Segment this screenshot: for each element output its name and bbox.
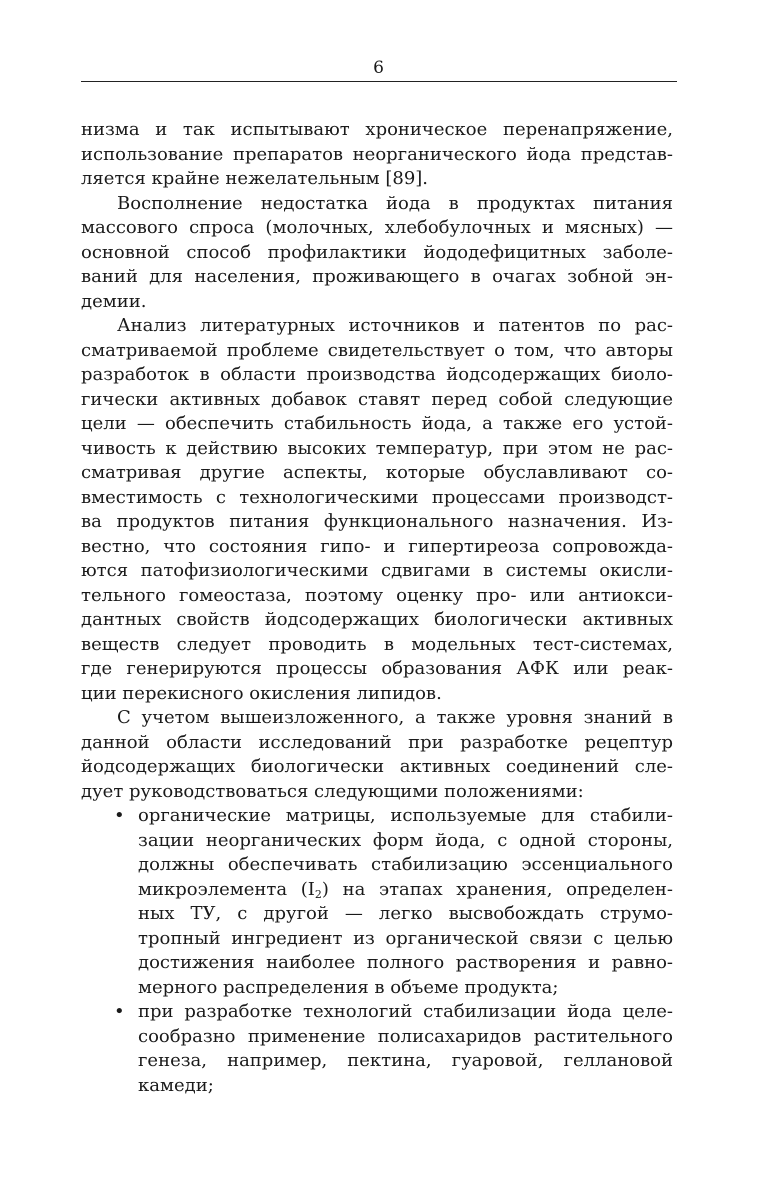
text-line: где генерируются процессы образования АФК или реак-	[81, 658, 673, 679]
text-line: гически активных добавок ставят перед собой следующие	[81, 388, 673, 410]
text-line: мерного распределения в объеме продукта;	[138, 976, 559, 998]
text-line: камеди;	[138, 1074, 214, 1096]
text-line: демии.	[81, 290, 147, 312]
text-line: органические матрицы, используемые для стабили-	[138, 805, 673, 826]
text-line: ных ТУ, с другой — легко высвобождать струмо-	[138, 903, 673, 924]
text-line: С учетом вышеизложенного, а также уровня знаний в	[117, 707, 673, 728]
text-line: тельного гомеостаза, поэтому оценку про- или антиокси-	[81, 584, 673, 606]
text-line: ются патофизиологическими сдвигами в системы окисли-	[81, 560, 673, 581]
paragraph	[81, 192, 673, 315]
text-line: чивость к действию высоких температур, при этом не рас-	[81, 437, 673, 459]
text-line: тропный ингредиент из органической связи с целью	[138, 927, 673, 949]
paragraph	[81, 706, 673, 804]
text-line: данной области исследований при разработке рецептур	[81, 731, 673, 753]
bullet-icon: •	[114, 1001, 125, 1022]
text-line: вместимость с технологическими процессами производст-	[81, 486, 673, 508]
text-line: основной способ профилактики йододефицитных заболе-	[81, 241, 673, 263]
page-body	[81, 118, 673, 1098]
text-line: использование препаратов неорганического йода представ-	[81, 143, 673, 165]
text-line	[81, 878, 673, 903]
text-line: сматриваемой проблеме свидетельствует о том, что авторы	[81, 339, 673, 361]
text-line: веществ следует проводить в модельных тест-системах,	[81, 633, 673, 655]
text-line: разработок в области производства йодсодержащих биоло-	[81, 364, 673, 385]
text-line: при разработке технологий стабилизации йода целе-	[138, 1001, 673, 1022]
bullet-icon: •	[114, 805, 125, 826]
text-line: йодсодержащих биологически активных соединений сле-	[81, 756, 673, 777]
text-line: дантных свойств йодсодержащих биологически активных	[81, 609, 673, 630]
text-line: цели — обеспечить стабильность йода, а также его устой-	[81, 413, 673, 434]
text-line: Восполнение недостатка йода в продуктах питания	[117, 192, 673, 214]
text-line: ва продуктов питания функционального назначения. Из-	[81, 511, 673, 532]
text-fragment: микроэлемента (I	[138, 878, 315, 900]
text-fragment: ) на этапах хранения, определен-	[321, 878, 673, 900]
bullet-item	[81, 1000, 673, 1098]
text-line: низма и так испытывают хроническое перенапряжение,	[81, 119, 673, 140]
text-line: ции перекисного окисления липидов.	[81, 682, 442, 704]
text-line: генеза, например, пектина, гуаровой, геллановой	[138, 1050, 673, 1071]
text-line: должны обеспечивать стабилизацию эссенциального	[138, 854, 673, 875]
paragraph	[81, 314, 673, 706]
text-line: сообразно применение полисахаридов растительного	[138, 1025, 673, 1047]
subscript: 2	[314, 887, 322, 901]
text-line: Анализ литературных источников и патентов по рас-	[117, 315, 673, 336]
page-number: 6	[373, 58, 384, 78]
text-line: достижения наиболее полного растворения и равно-	[138, 952, 673, 973]
header-rule	[81, 81, 677, 82]
bullet-item	[81, 804, 673, 1000]
text-line: дует руководствоваться следующими положениями:	[81, 780, 584, 802]
text-line: зации неорганических форм йода, с одной стороны,	[138, 829, 673, 851]
text-line: ляется крайне нежелательным [89].	[81, 168, 429, 189]
text-line: массового спроса (молочных, хлебобулочных и мясных) —	[81, 217, 673, 238]
paragraph	[81, 118, 673, 192]
text-line: ваний для населения, проживающего в очагах зобной эн-	[81, 266, 673, 287]
text-line: сматривая другие аспекты, которые обуславливают со-	[81, 462, 673, 483]
text-line: вестно, что состояния гипо- и гипертиреоза сопровожда-	[81, 535, 673, 557]
